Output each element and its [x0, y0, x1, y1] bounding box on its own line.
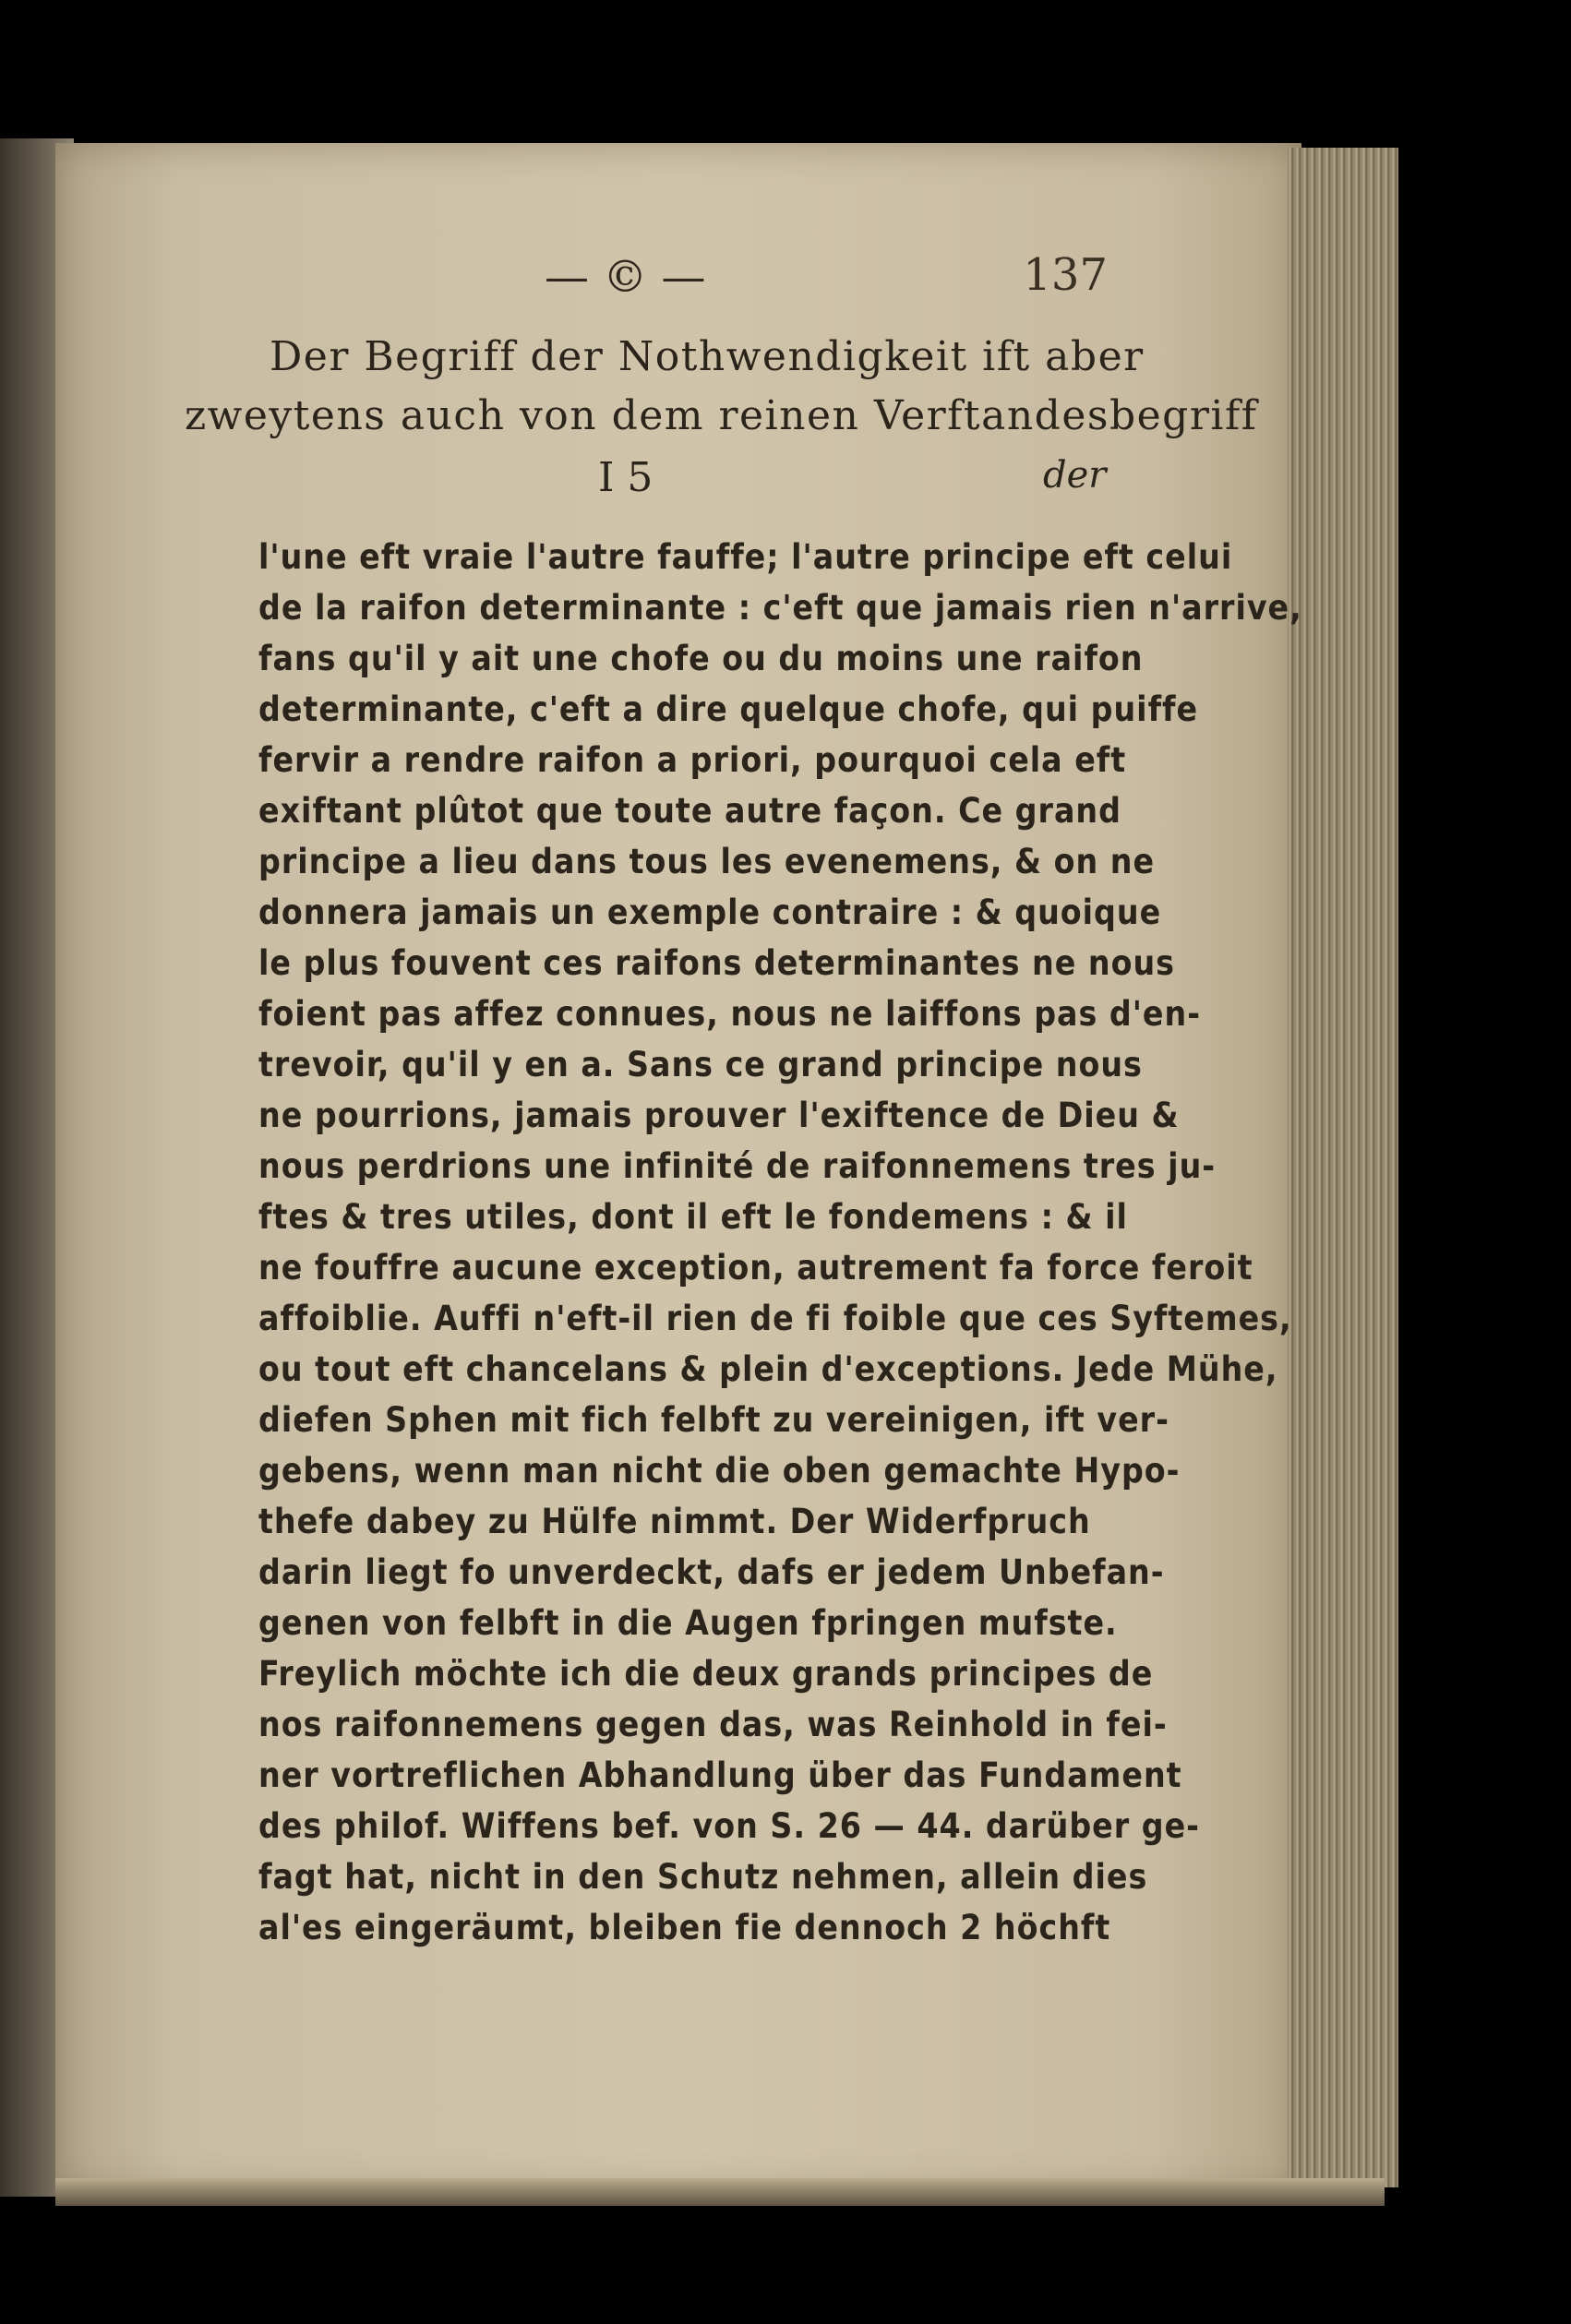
text-line: ou tout eft chancelans & plein d'exceptions. Jede Mühe, — [258, 1349, 1278, 1389]
text-line: l'une eft vraie l'autre fauffe; l'autre principe eft celui — [258, 537, 1233, 577]
header-ornament: — © — — [545, 251, 706, 303]
text-line: foient pas affez connues, nous ne laiffons pas d'en- — [258, 994, 1202, 1034]
text-line-top-2: zweytens auch von dem reinen Verftandesbegriff — [185, 392, 1258, 439]
text-line: diefen Sphen mit fich felbft zu vereinigen, ift ver- — [258, 1400, 1169, 1440]
text-line: darin liegt fo unverdeckt, dafs er jedem Unbefan- — [258, 1552, 1165, 1592]
catchword: der — [1043, 454, 1107, 497]
text-line: determinante, c'eft a dire quelque chofe, qui puiffe — [258, 689, 1199, 729]
text-line: genen von felbft in die Augen fpringen mufste. — [258, 1603, 1118, 1643]
text-line: trevoir, qu'il y en a. Sans ce grand principe nous — [258, 1045, 1143, 1084]
text-line: principe a lieu dans tous les evenemens, & on ne — [258, 842, 1156, 881]
text-line: exiftant plûtot que toute autre façon. Ce grand — [258, 791, 1121, 831]
page-bottom-edge — [55, 2178, 1385, 2206]
text-line: fervir a rendre raifon a priori, pourquoi cela eft — [258, 740, 1127, 780]
text-line: donnera jamais un exemple contraire : & quoique — [258, 892, 1162, 932]
text-line: ner vortreflichen Abhandlung über das Fundament — [258, 1755, 1182, 1795]
text-line: le plus fouvent ces raifons determinantes ne nous — [258, 943, 1176, 983]
text-line: affoiblie. Auffi n'eft-il rien de fi foible que ces Syftemes, — [258, 1299, 1292, 1338]
page-number: 137 — [1023, 249, 1108, 301]
text-line: Freylich möchte ich die deux grands principes de — [258, 1654, 1154, 1694]
text-line: fans qu'il y ait une chofe ou du moins une raifon — [258, 639, 1144, 678]
page-fore-edge — [1288, 148, 1398, 2187]
text-line: ne fouffre aucune exception, autrement fa force feroit — [258, 1248, 1253, 1288]
text-line: de la raifon determinante : c'eft que jamais rien n'arrive, — [258, 588, 1302, 628]
text-line: ftes & tres utiles, dont il eft le fondemens : & il — [258, 1197, 1128, 1237]
text-line: gebens, wenn man nicht die oben gemachte Hypo- — [258, 1451, 1181, 1491]
text-line: des philof. Wiffens bef. von S. 26 — 44. darüber ge- — [258, 1806, 1200, 1846]
text-line: nous perdrions une infinité de raifonnemens tres ju- — [258, 1146, 1217, 1186]
text-line: fagt hat, nicht in den Schutz nehmen, allein dies — [258, 1857, 1148, 1897]
text-line: ne pourrions, jamais prouver l'exiftence de Dieu & — [258, 1096, 1180, 1135]
signature-mark: I 5 — [598, 454, 654, 501]
text-line: thefe dabey zu Hülfe nimmt. Der Widerfpruch — [258, 1502, 1091, 1541]
text-line: nos raifonnemens gegen das, was Reinhold in fei- — [258, 1705, 1168, 1744]
running-header — [517, 249, 1145, 303]
text-line: al'es eingeräumt, bleiben fie dennoch 2 höchft — [258, 1908, 1111, 1947]
text-line-top-1: Der Begriff der Nothwendigkeit ift aber — [270, 333, 1145, 380]
